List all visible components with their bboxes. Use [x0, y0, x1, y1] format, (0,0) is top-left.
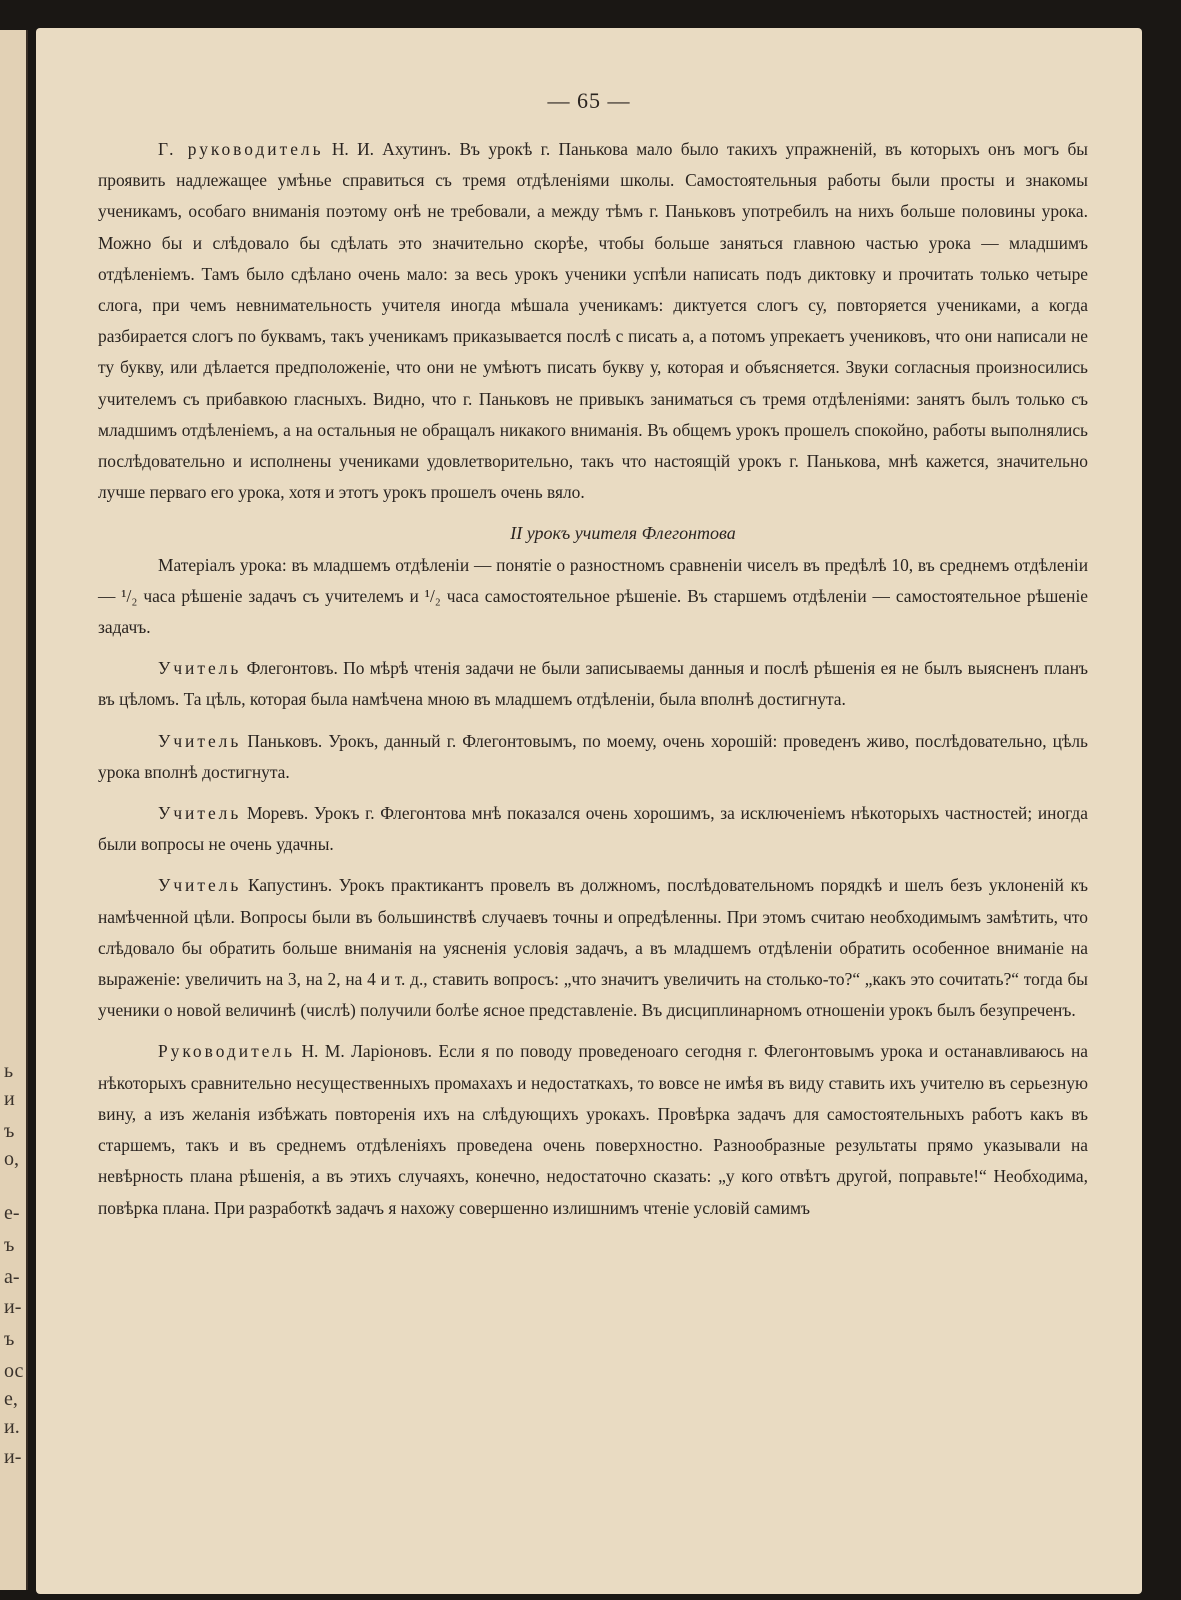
paragraph: [98, 1036, 1088, 1223]
left-page-fragment: о,: [4, 1148, 19, 1170]
speaker-label: Учитель: [158, 803, 242, 824]
left-page-fragment: ос: [4, 1360, 24, 1382]
speaker-label: Руководитель: [158, 1041, 295, 1062]
left-page-fragment: ъ: [4, 1120, 15, 1142]
speaker-label: Учитель: [158, 730, 242, 751]
paragraph-text: Паньковъ. Урокъ, данный г. Флегонтовымъ, по моему, очень хорошій: проведенъ живо, послѣдовательно, цѣль урока вполнѣ достигнута.: [98, 730, 1088, 782]
left-page-fragment: ъ: [4, 1328, 15, 1350]
speaker-label: Учитель: [158, 875, 242, 896]
left-page-fragment: и: [4, 1088, 15, 1110]
paragraph-text: Моревъ. Урокъ г. Флегонтова мнѣ показался очень хорошимъ, за исключеніемъ нѣкоторыхъ частностей; иногда были вопросы не очень удачны.: [98, 803, 1088, 855]
paragraph-text: Флегонтовъ. По мѣрѣ чтенія задачи не были записываемы данныя и послѣ рѣшенія ея не былъ выясненъ планъ въ цѣломъ. Та цѣль, которая была намѣчена мною въ младшемъ отдѣленіи, была вполнѣ достигнута.: [98, 658, 1088, 710]
left-page-edge: [0, 30, 28, 1590]
paragraph-text: Матеріалъ урока: въ младшемъ отдѣленіи — понятіе о разностномъ сравненіи чиселъ въ предѣлѣ 10, въ среднемъ отдѣленіи — ¹/₂ часа рѣшеніе задачъ съ учителемъ и ¹/₂ часа самостоятельное рѣшеніе. Въ старшемъ отдѣленіи — самостоятельное рѣшеніе задачъ.: [98, 554, 1088, 638]
paragraph: [98, 653, 1088, 715]
paragraph: [98, 550, 1088, 644]
page-number: — 65 —: [547, 88, 631, 113]
page-body: [98, 134, 1088, 1224]
left-page-fragment: и-: [4, 1296, 22, 1318]
paragraph: [98, 870, 1088, 1026]
left-page-fragment: ъ: [4, 1234, 15, 1256]
paragraph-text: Н. И. Ахутинъ. Въ урокѣ г. Панькова мало было такихъ упражненій, въ которыхъ онъ могъ бы проявить надлежащее умѣнье справиться съ тремя отдѣленіями школы. Самостоятельныя работы были просты и знакомы ученикамъ, особаго вниманія поэтому онѣ не требовали, а между тѣмъ г. Паньковъ употребилъ на нихъ больше половины урока. Можно бы и слѣдовало бы сдѣлать это значительно скорѣе, чтобы больше заняться главною частью урока — младшимъ отдѣленіемъ. Тамъ было сдѣлано очень мало: за весь урокъ ученики успѣли написать подъ диктовку и прочитать только четыре слога, при чемъ невнимательность учителя иногда мѣшала ученикамъ: диктуется слогъ су, повторяется учениками, а когда разбирается слогъ по буквамъ, такъ ученикамъ приказывается послѣ с писать а, а потомъ упрекаетъ учениковъ, что они написали не ту букву, или дѣлается предположеніе, что они не умѣютъ писать букву у, которая и объясняется. Звуки согласныя произносились учителемъ съ прибавкою гласныхъ. Видно, что г. Паньковъ не привыкъ заниматься съ тремя отдѣленіями: занятъ былъ только съ младшимъ отдѣленіемъ, а на остальныя не обращалъ никакого вниманія. Въ общемъ урокъ прошелъ спокойно, работы выполнялись послѣдовательно и исполнены учениками удовлетворительно, такъ что настоящій урокъ г. Панькова, мнѣ кажется, значительно лучше перваго его урока, хотя и этотъ урокъ прошелъ очень вяло.: [98, 139, 1088, 503]
left-page-fragment: е,: [4, 1388, 18, 1410]
left-page-fragment: и-: [4, 1446, 22, 1468]
paragraph-text: Капустинъ. Урокъ практикантъ провелъ въ должномъ, послѣдовательномъ порядкѣ и шелъ безъ уклоненій къ намѣченной цѣли. Вопросы были въ большинствѣ случаевъ точны и опредѣленны. При этомъ считаю необходимымъ замѣтить, что слѣдовало бы обратить больше вниманія на уясненія условія задачъ, а въ младшемъ отдѣленіи обратить особенное вниманіе на выраженіе: увеличить на 3, на 2, на 4 и т. д., ставить вопросъ: „что значитъ увеличить на столько-то?“ „какъ это сочитать?“ тогда бы ученики о новой величинѣ (числѣ) получили болѣе ясное представленіе. Въ дисциплинарномъ отношеніи урокъ былъ безупреченъ.: [98, 875, 1088, 1021]
paragraph: [98, 726, 1088, 788]
speaker-label: Учитель: [158, 658, 242, 679]
paragraph: [98, 798, 1088, 860]
paragraph-text: Н. М. Ларіоновъ. Если я по поводу проведеноаго сегодня г. Флегонтовымъ урока и останавливаюсь на нѣкоторыхъ сравнительно несущественныхъ промахахъ и недостаткахъ, то вовсе не имѣя въ виду ставить ихъ учителю въ серьезную вину, а изъ желанія избѣжать повторенія ихъ на слѣдующихъ урокахъ. Провѣрка задачъ для самостоятельныхъ работъ какъ въ старшемъ, такъ и въ среднемъ отдѣленіяхъ проведена очень поверхностно. Разнообразные результаты прямо указывали на невѣрность плана рѣшенія, а въ этихъ случаяхъ, конечно, недостаточно сказать: „у кого отвѣтъ другой, поправьте!“ Необходима, повѣрка плана. При разработкѣ задачъ я нахожу совершенно излишнимъ чтеніе условій самимъ: [98, 1041, 1088, 1218]
speaker-label: Г. руководитель: [158, 139, 324, 159]
left-page-fragment: и.: [4, 1416, 20, 1438]
book-page: [36, 28, 1142, 1594]
paragraph: [98, 134, 1088, 508]
left-page-fragment: ь: [4, 1060, 14, 1082]
section-heading: II урокъ учителя Флегонтова: [510, 523, 736, 544]
left-page-fragment: а-: [4, 1266, 20, 1288]
left-page-fragment: е-: [4, 1202, 20, 1224]
